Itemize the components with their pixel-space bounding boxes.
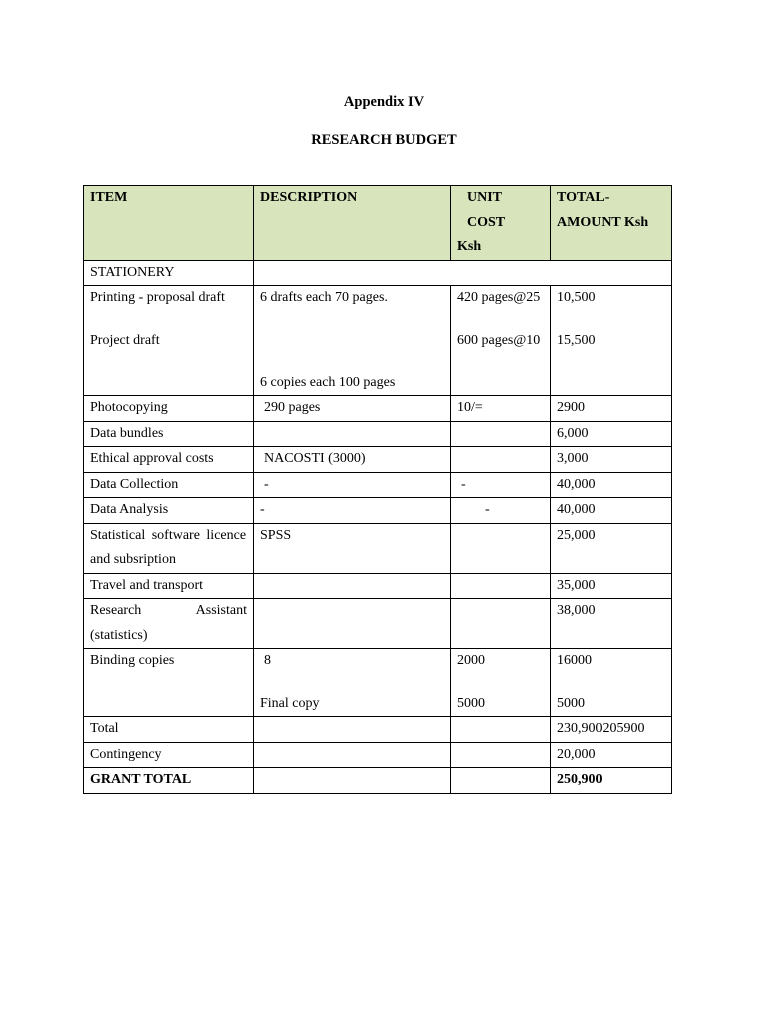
- printing-description: [254, 286, 451, 396]
- assistant-total: 38,000: [551, 599, 672, 649]
- table-row: [84, 599, 672, 649]
- assistant-item-word1: Research: [90, 603, 142, 618]
- header-item: ITEM: [84, 186, 254, 261]
- ethical-item: Ethical approval costs: [84, 447, 254, 473]
- binding-desc-line1: 8: [264, 653, 271, 668]
- assistant-item: [84, 599, 254, 649]
- header-unit-cost: [451, 186, 551, 261]
- table-row: [84, 717, 672, 743]
- binding-unit: [451, 649, 551, 717]
- binding-desc: [254, 649, 451, 717]
- printing-desc-line2: 6 copies each 100 pages: [260, 374, 396, 390]
- grant-total-item: GRANT TOTAL: [84, 768, 254, 794]
- table-row: [84, 472, 672, 498]
- travel-item: Travel and transport: [84, 573, 254, 599]
- table-row: [84, 286, 672, 396]
- grant-total-amount: 250,900: [551, 768, 672, 794]
- assistant-unit: [451, 599, 551, 649]
- binding-total-line1: 16000: [557, 653, 592, 668]
- data-bundles-item: Data bundles: [84, 421, 254, 447]
- photocopying-total: 2900: [551, 396, 672, 422]
- table-row: [84, 396, 672, 422]
- assistant-item-line2: (statistics): [90, 627, 148, 643]
- photocopying-desc: [254, 396, 451, 422]
- header-unit-cost-line1: UNIT COST: [467, 190, 506, 230]
- printing-total-line2: 15,500: [557, 332, 596, 348]
- total-desc: [254, 717, 451, 743]
- ethical-unit: [451, 447, 551, 473]
- appendix-heading: Appendix IV: [343, 94, 425, 110]
- budget-table: [83, 185, 672, 794]
- assistant-desc: [254, 599, 451, 649]
- header-total-line2: AMOUNT Ksh: [557, 214, 649, 230]
- table-row: [84, 447, 672, 473]
- printing-unit-line2: 600 pages@10: [457, 332, 541, 348]
- header-unit-cost-line2: Ksh: [457, 239, 482, 254]
- grant-total-desc: [254, 768, 451, 794]
- header-description: DESCRIPTION: [254, 186, 451, 261]
- software-total: 25,000: [551, 523, 672, 573]
- data-collection-unit-text: -: [461, 476, 466, 492]
- table-row: [84, 573, 672, 599]
- data-analysis-unit: [451, 498, 551, 524]
- budget-title: RESEARCH BUDGET: [311, 132, 457, 148]
- printing-unit-cost: [451, 286, 551, 396]
- software-item-line1-text: Statistical software licence: [90, 527, 247, 543]
- printing-item-line1: Printing - proposal draft: [90, 290, 225, 305]
- photocopying-item: Photocopying: [84, 396, 254, 422]
- binding-unit-line2: 5000: [457, 695, 485, 711]
- binding-desc-line2: Final copy: [260, 695, 320, 711]
- table-row: [84, 260, 672, 286]
- travel-unit: [451, 573, 551, 599]
- printing-unit-line1: 420 pages@25: [457, 290, 541, 305]
- ethical-desc-text: NACOSTI (3000): [264, 451, 366, 466]
- table-row: [84, 742, 672, 768]
- data-collection-total: 40,000: [551, 472, 672, 498]
- table-row: [84, 649, 672, 717]
- contingency-item: Contingency: [84, 742, 254, 768]
- software-unit: [451, 523, 551, 573]
- data-bundles-unit: [451, 421, 551, 447]
- table-row: [84, 768, 672, 794]
- data-analysis-item: Data Analysis: [84, 498, 254, 524]
- stationery-label: STATIONERY: [84, 260, 254, 286]
- table-row: [84, 523, 672, 573]
- printing-total: [551, 286, 672, 396]
- photocopying-unit: 10/=: [451, 396, 551, 422]
- data-analysis-total: 40,000: [551, 498, 672, 524]
- software-item-line2: and subsription: [90, 552, 176, 567]
- data-collection-desc: [254, 472, 451, 498]
- photocopying-desc-text: 290 pages: [264, 400, 321, 415]
- software-item: [84, 523, 254, 573]
- assistant-item-word2: Assistant: [195, 603, 247, 618]
- travel-total: 35,000: [551, 573, 672, 599]
- data-collection-desc-text: -: [264, 476, 269, 492]
- data-collection-unit: [451, 472, 551, 498]
- data-bundles-total: 6,000: [551, 421, 672, 447]
- ethical-desc: [254, 447, 451, 473]
- printing-total-line1: 10,500: [557, 290, 596, 305]
- stationery-empty: [254, 260, 672, 286]
- assistant-item-line1: [90, 599, 247, 624]
- travel-desc: [254, 573, 451, 599]
- printing-item-line2: Project draft: [90, 332, 160, 348]
- ethical-total: 3,000: [551, 447, 672, 473]
- table-row: [84, 498, 672, 524]
- data-collection-item: Data Collection: [84, 472, 254, 498]
- data-bundles-desc: [254, 421, 451, 447]
- printing-desc-line1: 6 drafts each 70 pages.: [260, 290, 388, 305]
- binding-item: Binding copies: [84, 649, 254, 717]
- data-analysis-unit-text: -: [485, 502, 490, 517]
- binding-total-line2: 5000: [557, 695, 585, 711]
- software-desc: SPSS: [254, 523, 451, 573]
- contingency-desc: [254, 742, 451, 768]
- contingency-total: 20,000: [551, 742, 672, 768]
- contingency-unit: [451, 742, 551, 768]
- table-header-row: [84, 186, 672, 261]
- header-total: [551, 186, 672, 261]
- total-amount: 230,900205900: [551, 717, 672, 743]
- total-item: Total: [84, 717, 254, 743]
- printing-item: [84, 286, 254, 396]
- binding-total: [551, 649, 672, 717]
- binding-unit-line1: 2000: [457, 653, 485, 668]
- total-unit: [451, 717, 551, 743]
- grant-total-unit: [451, 768, 551, 794]
- data-analysis-desc: -: [254, 498, 451, 524]
- header-total-line1: TOTAL-: [557, 190, 610, 205]
- table-row: [84, 421, 672, 447]
- software-item-line1: [90, 524, 247, 549]
